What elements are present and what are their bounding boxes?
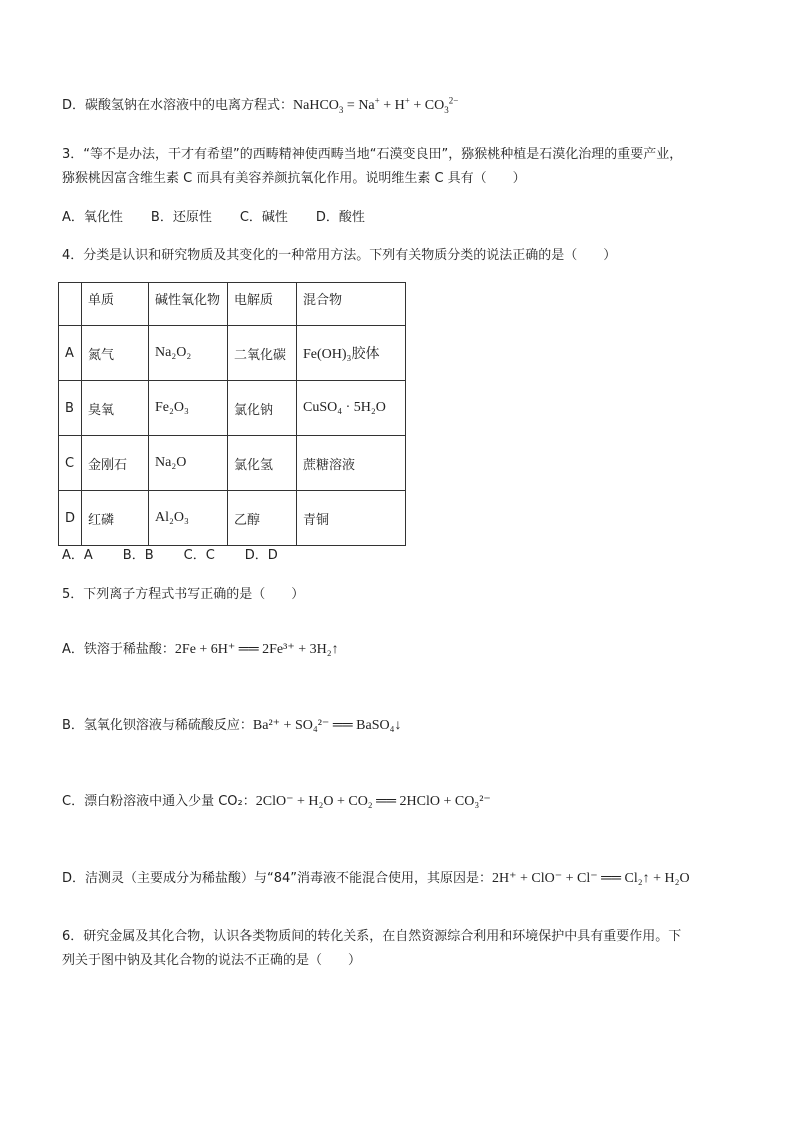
cell-simple: 氮气: [82, 326, 149, 381]
q5-option-b[interactable]: B．氢氧化钡溶液与稀硫酸反应：Ba²⁺ + SO₄²⁻ ══ BaSO₄↓: [62, 718, 402, 733]
q5-option-c-equation: 2ClO⁻ + H₂O + CO₂ ══ 2HClO + CO₃²⁻: [255, 794, 491, 809]
q6-stem-line-1: 6．研究金属及其化合物，认识各类物质间的转化关系，在自然资源综合利用和环境保护中具有重要作用。下: [62, 929, 682, 944]
table-header-mixture: 混合物: [297, 283, 406, 326]
q5-stem: 5．下列离子方程式书写正确的是（ ）: [62, 587, 305, 602]
table-header-simple: 单质: [82, 283, 149, 326]
cell-mixture: 蔗糖溶液: [297, 436, 406, 491]
q4-options: [62, 546, 308, 566]
q4-stem: 4．分类是认识和研究物质及其变化的一种常用方法。下列有关物质分类的说法正确的是（ ）: [62, 248, 617, 263]
q5-option-a[interactable]: A．铁溶于稀盐酸：2Fe + 6H⁺ ══ 2Fe³⁺ + 3H₂↑: [62, 642, 339, 657]
cell-oxide: Al₂O₃: [149, 491, 228, 546]
table-header-oxide: 碱性氧化物: [149, 283, 228, 326]
classification-table: [58, 282, 406, 546]
q3-option-a[interactable]: A．氧化性: [62, 210, 123, 225]
table-header-blank: [59, 283, 82, 326]
row-label: D: [59, 491, 82, 546]
cell-simple: 金刚石: [82, 436, 149, 491]
cell-mixture: 青铜: [297, 491, 406, 546]
q3-option-c[interactable]: C．碱性: [239, 210, 288, 225]
q4-option-c[interactable]: C．C: [183, 548, 215, 563]
q2-option-d-formula: NaHCO$_3$ = $Na^+ + H^+ + CO_3^{2-}$: [293, 95, 459, 115]
q5-option-b-equation: Ba²⁺ + SO₄²⁻ ══ BaSO₄↓: [252, 718, 402, 733]
table-row: [59, 381, 406, 436]
row-label: B: [59, 381, 82, 436]
table-row: [59, 326, 406, 381]
q3-option-d[interactable]: D．酸性: [315, 210, 365, 225]
row-label: C: [59, 436, 82, 491]
q3-stem-line-2: 猕猴桃因富含维生素 C 而具有美容养颜抗氧化作用。说明维生素 C 具有（ ）: [62, 171, 526, 186]
cell-electrolyte: 二氧化碳: [228, 326, 297, 381]
table-header-electrolyte: 电解质: [228, 283, 297, 326]
q5-option-c[interactable]: C．漂白粉溶液中通入少量 CO₂：2ClO⁻ + H₂O + CO₂ ══ 2HClO + CO₃²⁻: [62, 794, 491, 809]
cell-simple: 红磷: [82, 491, 149, 546]
cell-oxide: Na₂O: [149, 436, 228, 491]
q6-stem-line-2: 列关于图中钠及其化合物的说法不正确的是（ ）: [62, 953, 362, 968]
q5-option-d[interactable]: D．洁测灵（主要成分为稀盐酸）与“84”消毒液不能混合使用，其原因是：2H⁺ + ClO⁻ + Cl⁻ ══ Cl₂↑ + H₂O: [62, 871, 690, 886]
cell-electrolyte: 氯化钠: [228, 381, 297, 436]
q5-option-d-equation: 2H⁺ + ClO⁻ + Cl⁻ ══ Cl₂↑ + H₂O: [492, 871, 690, 886]
q3-options: [62, 208, 393, 228]
q4-option-a[interactable]: A．A: [62, 548, 93, 563]
q3-option-b[interactable]: B．还原性: [150, 210, 212, 225]
table-row: [59, 436, 406, 491]
cell-simple: 臭氧: [82, 381, 149, 436]
cell-electrolyte: 乙醇: [228, 491, 297, 546]
q2-option-d: D．碳酸氢钠在水溶液中的电离方程式：NaHCO$_3$ = $Na^+ + H^+ + CO_3^{2-}$: [62, 95, 459, 115]
row-label: A: [59, 326, 82, 381]
cell-mixture: Fe(OH)₃胶体: [297, 326, 406, 381]
cell-oxide: Fe₂O₃: [149, 381, 228, 436]
cell-mixture: CuSO₄ · 5H₂O: [297, 381, 406, 436]
q4-option-b[interactable]: B．B: [122, 548, 154, 563]
cell-oxide: Na₂O₂: [149, 326, 228, 381]
cell-electrolyte: 氯化氢: [228, 436, 297, 491]
table-row: [59, 491, 406, 546]
table-header-row: [59, 283, 406, 326]
q4-option-d[interactable]: D．D: [244, 548, 278, 563]
q5-option-a-equation: 2Fe + 6H⁺ ══ 2Fe³⁺ + 3H₂↑: [174, 642, 339, 657]
q3-stem-line-1: 3．“等不是办法，干才有希望”的西畴精神使西畴当地“石漠变良田”，猕猴桃种植是石漠化治理的重要产业，: [62, 147, 683, 162]
